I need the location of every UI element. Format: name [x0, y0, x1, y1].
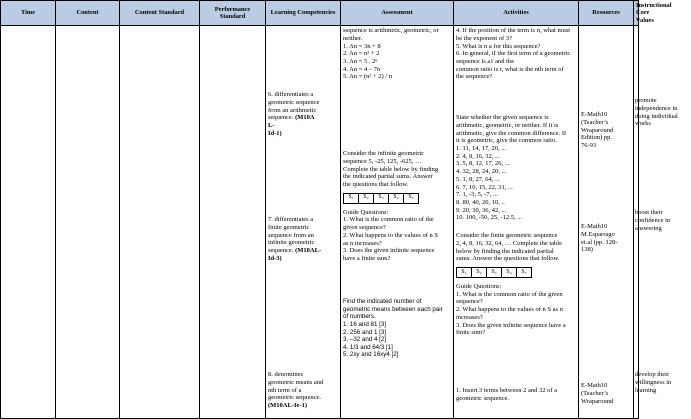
header-performance-standard: Performance Standard: [200, 1, 266, 26]
activities-classify: State whether the given sequence is arithmetic, geometric, or neither. If it is arithmetic, give the common difference. If it is geometric, give the common ratio. 1. 11, 14, 17, 20, ... 2. 4, 8, 16, 32, ... 3. 5, 8, 12, 17, 26, ... 4. 32, 28, 24, 20, ... 5. 1, 8, 27, 64, ... 6. 7, 10, 15, 22, 31, ... 7. 1, -3, 5, -7, ... 8. 80, 40, 20, 10, .. 9. 20, 30, 36, 42, ... 10. 100, -50, 25, -12.5, ...: [456, 114, 567, 222]
partial-sums-table: [343, 193, 419, 204]
sum-cell: S₁: [457, 268, 472, 278]
activities-finite: Consider the finite geometric sequence 2, 4, 8, 16, 32, 64, … Complete the table below by finding the indicated partial sums. Answer the questions that follow. S₁ S₂ S₃ S₄ S₅ Guide Questions: 1. What is the common ratio of the given sequence? 2. What happens to the values of n S as n increases? 3. Does the given infinite sequence have a finite sum?: [456, 232, 566, 337]
competency-8: 8. determines geometric means and nth term of a geometric sequence. (M10AL-Ie-1): [268, 371, 324, 410]
core-value-1: promote independence in doing individual works: [635, 97, 678, 128]
competency-6: 6. differentiates a geometric sequence from an arithmetic sequence. (M10A L- Id-1): [268, 91, 320, 137]
performance-standard-cell: [200, 26, 266, 419]
competencies-cell: [266, 26, 341, 419]
sum-cell: S₅: [517, 268, 532, 278]
header-activities: Activities: [454, 1, 579, 26]
sum-cell: S₂: [472, 268, 487, 278]
assessment-classify: sequence is arithmetic, geometric, or neither. 1. An = 3n + 8 2. An = n² + 2 3. An = 5 . 2ⁿ 4. An = 4 – 7n 5. An = (n² + 2) / n: [343, 27, 439, 81]
core-value-3: develop their willingness in learning: [635, 371, 672, 394]
sum-cell: S₅: [404, 193, 419, 203]
sum-cell: S₃: [487, 268, 502, 278]
sum-cell: S₄: [389, 193, 404, 203]
activities-cell: [454, 26, 579, 419]
header-core-values: Instructional Core Values: [634, 1, 639, 26]
resource-2: E-Math10 M.Esparrago et.al (pp. 128- 138): [581, 223, 618, 254]
competency-7: 7. differentiates a finite geometric sequence from an infinite geometric sequence. (M10AL- Id-3): [268, 216, 322, 262]
header-resources: Resources: [579, 1, 634, 26]
activities-insert: 1. Insert 3 terms between 2 and 32 of a geometric sequence.: [456, 387, 558, 402]
header-content-standard: Content Standard: [120, 1, 200, 26]
content-standard-cell: [120, 26, 200, 419]
activities-nth-term: 4. If the position of the term is n, what must be the exponent of 3? 5. What is n a for this sequence? 6. In general, if the first term of a geometric sequence is a1 and the common ratio is r, what is the nth term of the sequence?: [456, 27, 571, 81]
assessment-means: Find the indicated number of geometric means between each pair of numbers. 1. 16 and 81 [3] 2. 256 and 1 [3] 3. –32 and 4 [2] 4. 1/3 and 64/3 [1] 5. 2xy and 16xy4 [2]: [343, 298, 443, 359]
header-assessment: Assessment: [341, 1, 454, 26]
resources-cell: [579, 26, 634, 419]
header-time: Time: [1, 1, 56, 26]
core-values-cell: [634, 26, 678, 419]
header-learning-competencies: Learning Competencies: [266, 1, 341, 26]
resource-1: E-Math10 (Teacher’s Wraparound Edition) pp. 76-93: [581, 111, 614, 150]
sum-cell: S₄: [502, 268, 517, 278]
assessment-infinite: Consider the infinite geometric sequence 5, -25, 125, -625, … Complete the table below by finding the indicated partial sums. Answer the questions that follow. S₁ S₂ S₃ S₄ S₅ Guide Questions: 1. What is the common ratio of the given sequence? 2. What happens to the values of n S as n increases? 3. Does the given infinite sequence have a finite sum?: [343, 150, 439, 262]
header-row: [1, 1, 639, 26]
core-value-2: boost their confidence in answering: [635, 209, 671, 232]
body-row: [1, 26, 639, 419]
content-cell: [56, 26, 120, 419]
resource-3: E-Math10 (Teacher’s Wraparound: [581, 382, 614, 405]
partial-sums-table: [456, 267, 532, 278]
time-cell: [1, 26, 56, 419]
sum-cell: S₃: [374, 193, 389, 203]
header-content: Content: [56, 1, 120, 26]
assessment-cell: [341, 26, 454, 419]
sum-cell: S₂: [359, 193, 374, 203]
sum-cell: S₁: [344, 193, 359, 203]
